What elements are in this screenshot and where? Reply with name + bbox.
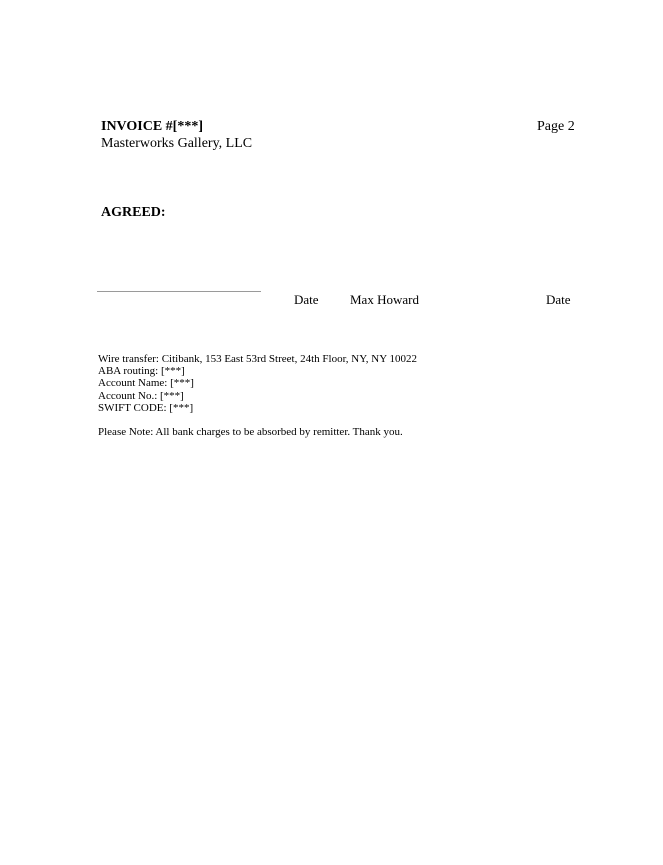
signature-line [97,291,261,292]
signatory-date-label: Date [546,292,571,307]
account-name: Account Name: [***] [98,377,194,390]
wire-transfer-bank: Wire transfer: Citibank, 153 East 53rd Street, 24th Floor, NY, NY 10022 [98,353,417,365]
bank-charges-note: Please Note: All bank charges to be absorbed by remitter. Thank you. [98,426,403,438]
wire-transfer-details [98,353,417,414]
company-name: Masterworks Gallery, LLC [101,136,253,151]
page-number: Page 2 [537,119,575,134]
agreed-heading: AGREED: [101,205,166,220]
aba-routing: ABA routing: [***] [98,365,185,378]
invoice-title: INVOICE #[***] [101,119,203,134]
signature-date-label: Date [294,292,319,307]
swift-code: SWIFT CODE: [***] [98,401,194,414]
signatory-name: Max Howard [350,292,419,307]
account-number: Account No.: [***] [98,389,184,402]
